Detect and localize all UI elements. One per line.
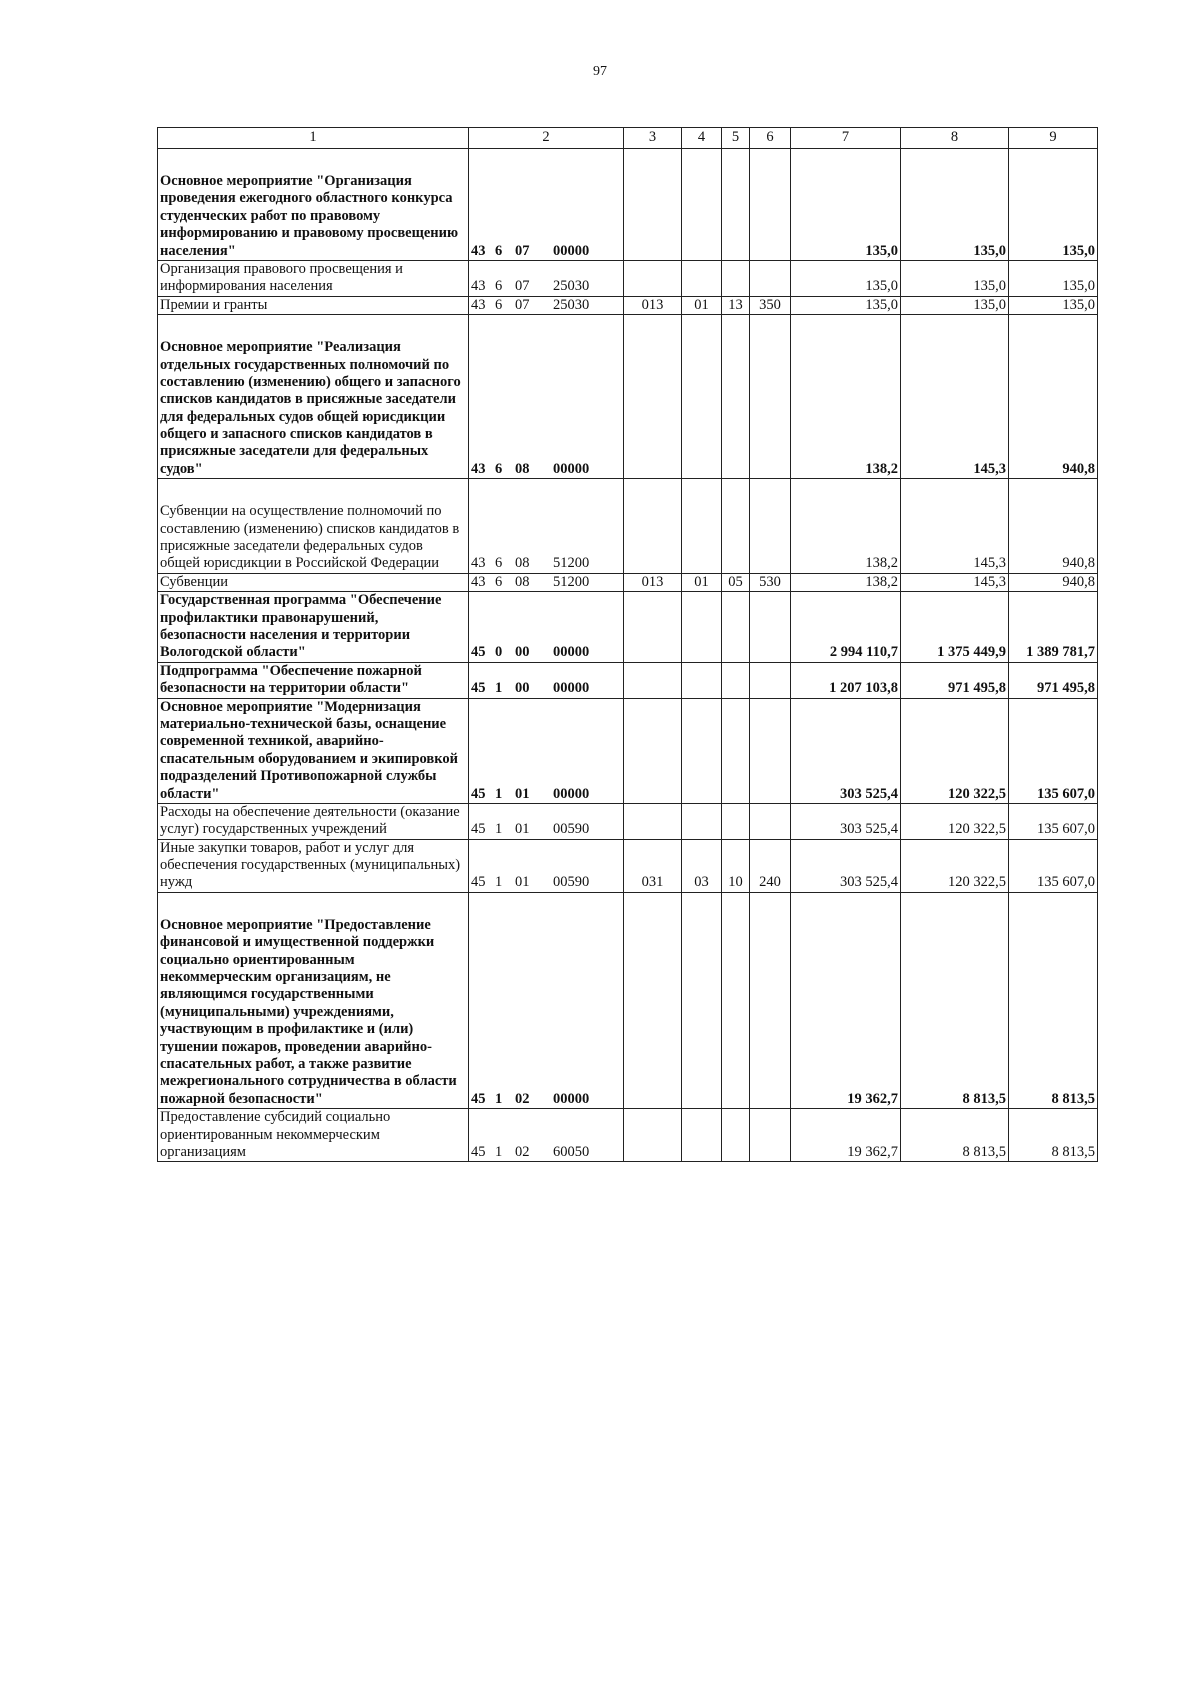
scan-mark [1118, 1683, 1188, 1691]
col3-code [624, 1109, 682, 1162]
col4-code [682, 260, 722, 296]
table-row [158, 479, 1098, 574]
row-name: Расходы на обеспечение деятельности (оказание услуг) государственных учреждений [158, 803, 469, 839]
row-name: Основное мероприятие "Модернизация материально-технической базы, оснащение современной техникой, аварийно-спасательным оборудованием и экипировкой подразделений Противопожарной службы области" [158, 698, 469, 803]
row-name: Организация правового просвещения и информирования населения [158, 260, 469, 296]
code-part: 43 [471, 573, 486, 590]
code-part: 45 [471, 644, 486, 661]
col9-amount: 940,8 [1009, 315, 1098, 479]
col6-code [750, 892, 791, 1108]
code-part: 25030 [553, 296, 590, 313]
col3-code: 013 [624, 296, 682, 314]
col3-code [624, 592, 682, 663]
code-part: 1 [495, 785, 503, 802]
code-part: 02 [515, 1143, 530, 1160]
col9-amount: 135 607,0 [1009, 803, 1098, 839]
code-part: 43 [471, 278, 486, 295]
code-part: 00000 [553, 680, 590, 697]
col5-code [722, 315, 750, 479]
col5-code: 05 [722, 573, 750, 591]
col3-code: 031 [624, 839, 682, 892]
col3-code [624, 149, 682, 261]
table-row [158, 149, 1098, 261]
row-code [469, 662, 624, 698]
col4-code [682, 662, 722, 698]
col8-amount: 145,3 [901, 315, 1009, 479]
col7-amount: 1 207 103,8 [791, 662, 901, 698]
code-part: 00000 [553, 242, 590, 259]
table-row [158, 892, 1098, 1108]
col5-code [722, 1109, 750, 1162]
code-part: 45 [471, 821, 486, 838]
code-part: 08 [515, 555, 530, 572]
row-name: Субвенции на осуществление полномочий по составлению (изменению) списков кандидатов в присяжные заседатели федеральных судов общей юрисдикции в Российской Федерации [158, 479, 469, 574]
row-code [469, 803, 624, 839]
col8-amount: 135,0 [901, 260, 1009, 296]
code-part: 00590 [553, 821, 590, 838]
col9-amount: 135,0 [1009, 260, 1098, 296]
table-row [158, 803, 1098, 839]
col8-amount: 971 495,8 [901, 662, 1009, 698]
code-part: 1 [495, 680, 503, 697]
table-row [158, 839, 1098, 892]
col8-amount: 120 322,5 [901, 803, 1009, 839]
col3-code [624, 260, 682, 296]
code-part: 08 [515, 460, 530, 477]
col8-amount: 145,3 [901, 479, 1009, 574]
code-part: 07 [515, 296, 530, 313]
code-part: 43 [471, 296, 486, 313]
col9-amount: 8 813,5 [1009, 1109, 1098, 1162]
col6-code [750, 1109, 791, 1162]
row-name: Иные закупки товаров, работ и услуг для обеспечения государственных (муниципальных) нужд [158, 839, 469, 892]
col5-code [722, 892, 750, 1108]
col5-code: 13 [722, 296, 750, 314]
code-part: 1 [495, 821, 503, 838]
col7-amount: 2 994 110,7 [791, 592, 901, 663]
code-part: 07 [515, 242, 530, 259]
col7-amount: 135,0 [791, 260, 901, 296]
col7-amount: 138,2 [791, 573, 901, 591]
code-part: 01 [515, 874, 530, 891]
column-header-2: 2 [469, 128, 624, 149]
code-part: 6 [495, 242, 503, 259]
col7-amount: 19 362,7 [791, 892, 901, 1108]
col5-code [722, 592, 750, 663]
table-row [158, 698, 1098, 803]
col8-amount: 8 813,5 [901, 892, 1009, 1108]
col4-code: 03 [682, 839, 722, 892]
col7-amount: 138,2 [791, 315, 901, 479]
row-code [469, 573, 624, 591]
col4-code: 01 [682, 296, 722, 314]
table-row [158, 662, 1098, 698]
col6-code: 350 [750, 296, 791, 314]
row-name: Государственная программа "Обеспечение профилактики правонарушений, безопасности населения и территории Вологодской области" [158, 592, 469, 663]
col9-amount: 135 607,0 [1009, 698, 1098, 803]
table-row [158, 592, 1098, 663]
code-part: 6 [495, 555, 503, 572]
col4-code [682, 1109, 722, 1162]
code-part: 6 [495, 573, 503, 590]
table-row [158, 1109, 1098, 1162]
row-code [469, 315, 624, 479]
row-name: Премии и гранты [158, 296, 469, 314]
code-part: 00590 [553, 874, 590, 891]
column-header-4: 4 [682, 128, 722, 149]
col4-code [682, 698, 722, 803]
col7-amount: 303 525,4 [791, 698, 901, 803]
code-part: 00000 [553, 785, 590, 802]
code-part: 6 [495, 460, 503, 477]
col9-amount: 8 813,5 [1009, 892, 1098, 1108]
code-part: 45 [471, 1090, 486, 1107]
col7-amount: 135,0 [791, 296, 901, 314]
column-header-8: 8 [901, 128, 1009, 149]
code-part: 45 [471, 1143, 486, 1160]
row-code [469, 698, 624, 803]
col3-code [624, 892, 682, 1108]
col6-code: 530 [750, 573, 791, 591]
table-row [158, 315, 1098, 479]
col7-amount: 303 525,4 [791, 839, 901, 892]
row-code [469, 479, 624, 574]
code-part: 45 [471, 680, 486, 697]
row-code [469, 839, 624, 892]
column-header-5: 5 [722, 128, 750, 149]
page-number: 97 [593, 64, 607, 79]
row-name: Основное мероприятие "Реализация отдельных государственных полномочий по составлению (изменению) общего и запасного списков кандидатов в присяжные заседатели для федеральных судов общей юрисдикции общего и запасного списков кандидатов в присяжные заседатели для федеральных судов" [158, 315, 469, 479]
table-row [158, 296, 1098, 314]
column-header-1: 1 [158, 128, 469, 149]
col7-amount: 138,2 [791, 479, 901, 574]
code-part: 08 [515, 573, 530, 590]
table-body [158, 149, 1098, 1162]
code-part: 00 [515, 644, 530, 661]
code-part: 45 [471, 874, 486, 891]
col8-amount: 145,3 [901, 573, 1009, 591]
col4-code [682, 592, 722, 663]
col4-code [682, 892, 722, 1108]
code-part: 00000 [553, 644, 590, 661]
code-part: 51200 [553, 573, 590, 590]
col3-code [624, 662, 682, 698]
row-name: Предоставление субсидий социально ориентированным некоммерческим организациям [158, 1109, 469, 1162]
col9-amount: 940,8 [1009, 479, 1098, 574]
code-part: 1 [495, 1143, 503, 1160]
row-code [469, 296, 624, 314]
code-part: 00 [515, 680, 530, 697]
row-name: Основное мероприятие "Предоставление финансовой и имущественной поддержки социально ориентированным некоммерческим организациям, не являющимся государственными (муниципальными) учреждениями, участвующим в профилактике и (или) тушении пожаров, проведении аварийно-спасательных работ, а также развитие межрегионального сотрудничества в области пожарной безопасности" [158, 892, 469, 1108]
col4-code: 01 [682, 573, 722, 591]
col5-code [722, 662, 750, 698]
col9-amount: 135,0 [1009, 296, 1098, 314]
col6-code [750, 592, 791, 663]
code-part: 00000 [553, 1090, 590, 1107]
col6-code [750, 662, 791, 698]
code-part: 43 [471, 555, 486, 572]
col4-code [682, 479, 722, 574]
col6-code [750, 149, 791, 261]
col9-amount: 1 389 781,7 [1009, 592, 1098, 663]
code-part: 01 [515, 785, 530, 802]
col8-amount: 1 375 449,9 [901, 592, 1009, 663]
col6-code: 240 [750, 839, 791, 892]
row-code [469, 1109, 624, 1162]
col3-code [624, 479, 682, 574]
code-part: 51200 [553, 555, 590, 572]
col6-code [750, 315, 791, 479]
col4-code [682, 149, 722, 261]
table-row [158, 260, 1098, 296]
row-code [469, 149, 624, 261]
row-name: Подпрограмма "Обеспечение пожарной безопасности на территории области" [158, 662, 469, 698]
col7-amount: 135,0 [791, 149, 901, 261]
col4-code [682, 315, 722, 479]
col5-code [722, 698, 750, 803]
code-part: 1 [495, 1090, 503, 1107]
code-part: 60050 [553, 1143, 590, 1160]
code-part: 1 [495, 874, 503, 891]
col7-amount: 19 362,7 [791, 1109, 901, 1162]
col8-amount: 135,0 [901, 149, 1009, 261]
col6-code [750, 260, 791, 296]
column-header-3: 3 [624, 128, 682, 149]
table-header-row [158, 128, 1098, 149]
row-code [469, 592, 624, 663]
col3-code [624, 698, 682, 803]
col5-code [722, 479, 750, 574]
col3-code: 013 [624, 573, 682, 591]
column-header-7: 7 [791, 128, 901, 149]
code-part: 43 [471, 242, 486, 259]
code-part: 01 [515, 821, 530, 838]
budget-table [157, 127, 1098, 1162]
code-part: 02 [515, 1090, 530, 1107]
col5-code [722, 149, 750, 261]
col3-code [624, 803, 682, 839]
row-name: Основное мероприятие "Организация проведения ежегодного областного конкурса студенческих работ по правовому информированию и правовому просвещению населения" [158, 149, 469, 261]
table-row [158, 573, 1098, 591]
row-code [469, 260, 624, 296]
col9-amount: 135,0 [1009, 149, 1098, 261]
code-part: 00000 [553, 460, 590, 477]
code-part: 6 [495, 278, 503, 295]
col5-code [722, 803, 750, 839]
col9-amount: 971 495,8 [1009, 662, 1098, 698]
row-name: Субвенции [158, 573, 469, 591]
code-part: 07 [515, 278, 530, 295]
col6-code [750, 479, 791, 574]
col8-amount: 120 322,5 [901, 839, 1009, 892]
code-part: 25030 [553, 278, 590, 295]
code-part: 0 [495, 644, 503, 661]
col3-code [624, 315, 682, 479]
code-part: 45 [471, 785, 486, 802]
col9-amount: 940,8 [1009, 573, 1098, 591]
col4-code [682, 803, 722, 839]
col5-code: 10 [722, 839, 750, 892]
col6-code [750, 698, 791, 803]
col6-code [750, 803, 791, 839]
code-part: 43 [471, 460, 486, 477]
row-code [469, 892, 624, 1108]
col8-amount: 120 322,5 [901, 698, 1009, 803]
col9-amount: 135 607,0 [1009, 839, 1098, 892]
col5-code [722, 260, 750, 296]
col7-amount: 303 525,4 [791, 803, 901, 839]
column-header-6: 6 [750, 128, 791, 149]
col8-amount: 135,0 [901, 296, 1009, 314]
code-part: 6 [495, 296, 503, 313]
column-header-9: 9 [1009, 128, 1098, 149]
col8-amount: 8 813,5 [901, 1109, 1009, 1162]
